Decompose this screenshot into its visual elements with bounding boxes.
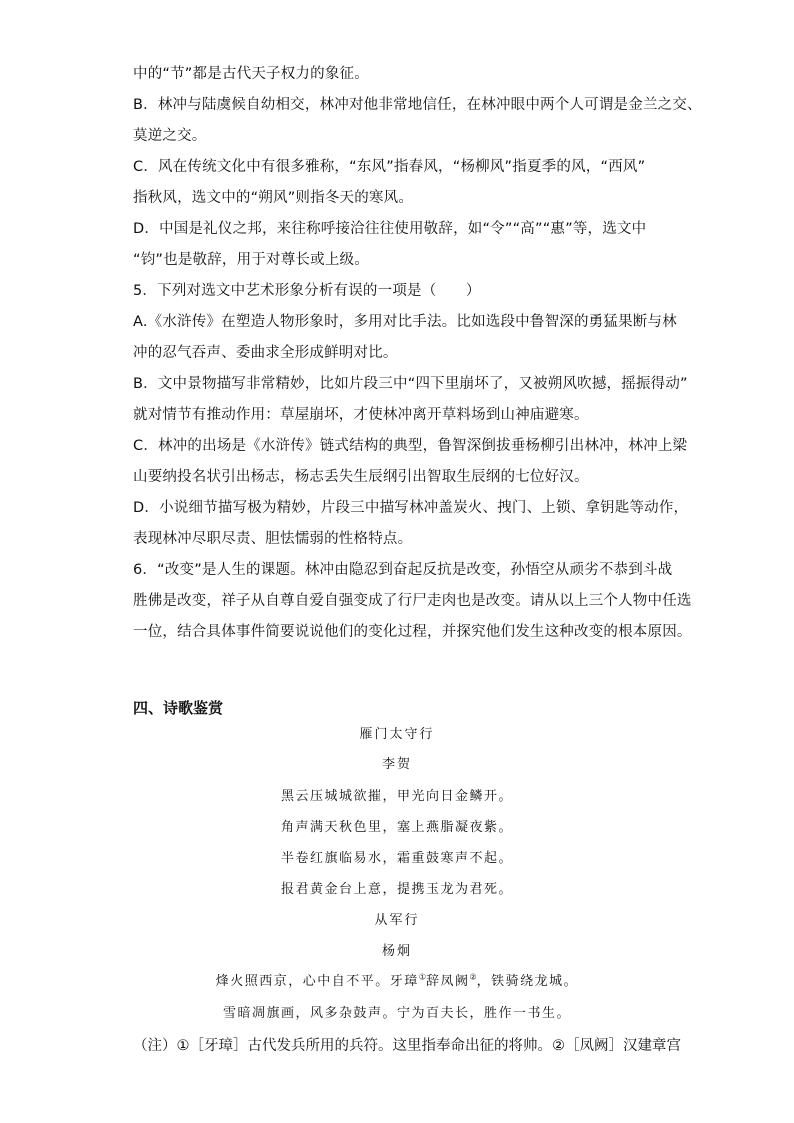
text-line: 5．下列对选文中艺术形象分析有误的一项是（ ） [133, 283, 481, 299]
text-line: 就对情节有推动作用：草屋崩坏，才使林冲离开草料场到山神庙避寒。 [133, 407, 589, 423]
poem-author: 李贺 [381, 757, 412, 772]
poem-title: 从军行 [374, 913, 420, 928]
footnote-marker: ① [418, 972, 426, 982]
text-line: 一位，结合具体事件简要说说他们的变化过程，并探究他们发生这种改变的根本原因。 [133, 624, 692, 640]
question-text-block [133, 59, 702, 648]
text-line: D．小说细节描写极为精妙，片段三中描写林冲盖炭火、拽门、上锁、拿钥匙等动作， [133, 500, 689, 516]
text-line: B．文中景物描写非常精妙，比如片段三中“四下里崩坏了，又被朔风吹撼，摇振得动” [133, 376, 688, 392]
text-line: 冲的忍气吞声、委曲求全形成鲜明对比。 [133, 345, 398, 361]
text-line: 山要纳投名状引出杨志，杨志丢失生辰纲引出智取生辰纲的七位好汉。 [133, 469, 589, 485]
poem-author: 杨炯 [381, 944, 412, 959]
poem-line: 角声满天秋色里，塞上燕脂凝夜紫。 [280, 820, 513, 835]
text-line: “钧”也是敬辞，用于对尊长或上级。 [133, 252, 369, 268]
text-line: C．林冲的出场是《水浒传》链式结构的典型，鲁智深倒拔垂杨柳引出林冲，林冲上梁 [133, 438, 688, 454]
footnote-text: （注）①［牙璋］古代发兵所用的兵符。这里指奉命出征的将帅。②［凤阙］汉建章宫 [133, 1038, 681, 1054]
poem-line-segment: 辞凤阙 [425, 974, 470, 989]
text-line: 莫逆之交。 [133, 128, 207, 144]
text-line: A.《水浒传》在塑造人物形象时，多用对比手法。比如选段中鲁智深的勇猛果断与林 [133, 314, 677, 330]
poem-line-segment: ，铁骑绕龙城。 [476, 974, 579, 989]
poem-line-segment: 烽火照西京，心中自不平。牙璋 [215, 974, 419, 989]
poem-line: 半卷红旗临易水，霜重鼓寒声不起。 [280, 851, 513, 866]
text-line: 中的“节”都是古代天子权力的象征。 [133, 66, 369, 82]
section-heading: 四、诗歌鉴赏 [133, 699, 224, 717]
footnote-marker: ② [469, 972, 477, 982]
text-line: D．中国是礼仪之邦，来往称呼接洽往往使用敬辞，如“令”“高”“惠”等，选文中 [133, 221, 647, 237]
text-line: B．林冲与陆虞候自幼相交，林冲对他非常地信任，在林冲眼中两个人可谓是金兰之交、 [133, 97, 702, 113]
text-line: C．风在传统文化中有很多雅称，“东风”指春风，“杨柳风”指夏季的风，“西风” [133, 159, 646, 175]
poem-title: 雁门太守行 [359, 727, 435, 742]
poem-line: 黑云压城城欲摧，甲光向日金鳞开。 [280, 789, 513, 804]
poem-line: 报君黄金台上意，提携玉龙为君死。 [280, 882, 513, 897]
text-line: 表现林冲尽职尽责、胆怯懦弱的性格特点。 [133, 531, 413, 547]
poem-line [0, 970, 794, 989]
text-line: 指秋风，选文中的“朔风”则指冬天的寒风。 [133, 190, 414, 206]
text-line: 6．“改变”是人生的课题。林冲由隐忍到奋起反抗是改变，孙悟空从顽劣不恭到斗战 [133, 562, 673, 578]
text-line: 胜佛是改变，祥子从自尊自爱自强变成了行尸走肉也是改变。请从以上三个人物中任选 [133, 593, 692, 609]
poem-line: 雪暗凋旗画，风多杂鼓声。宁为百夫长，胜作一书生。 [222, 1006, 571, 1021]
